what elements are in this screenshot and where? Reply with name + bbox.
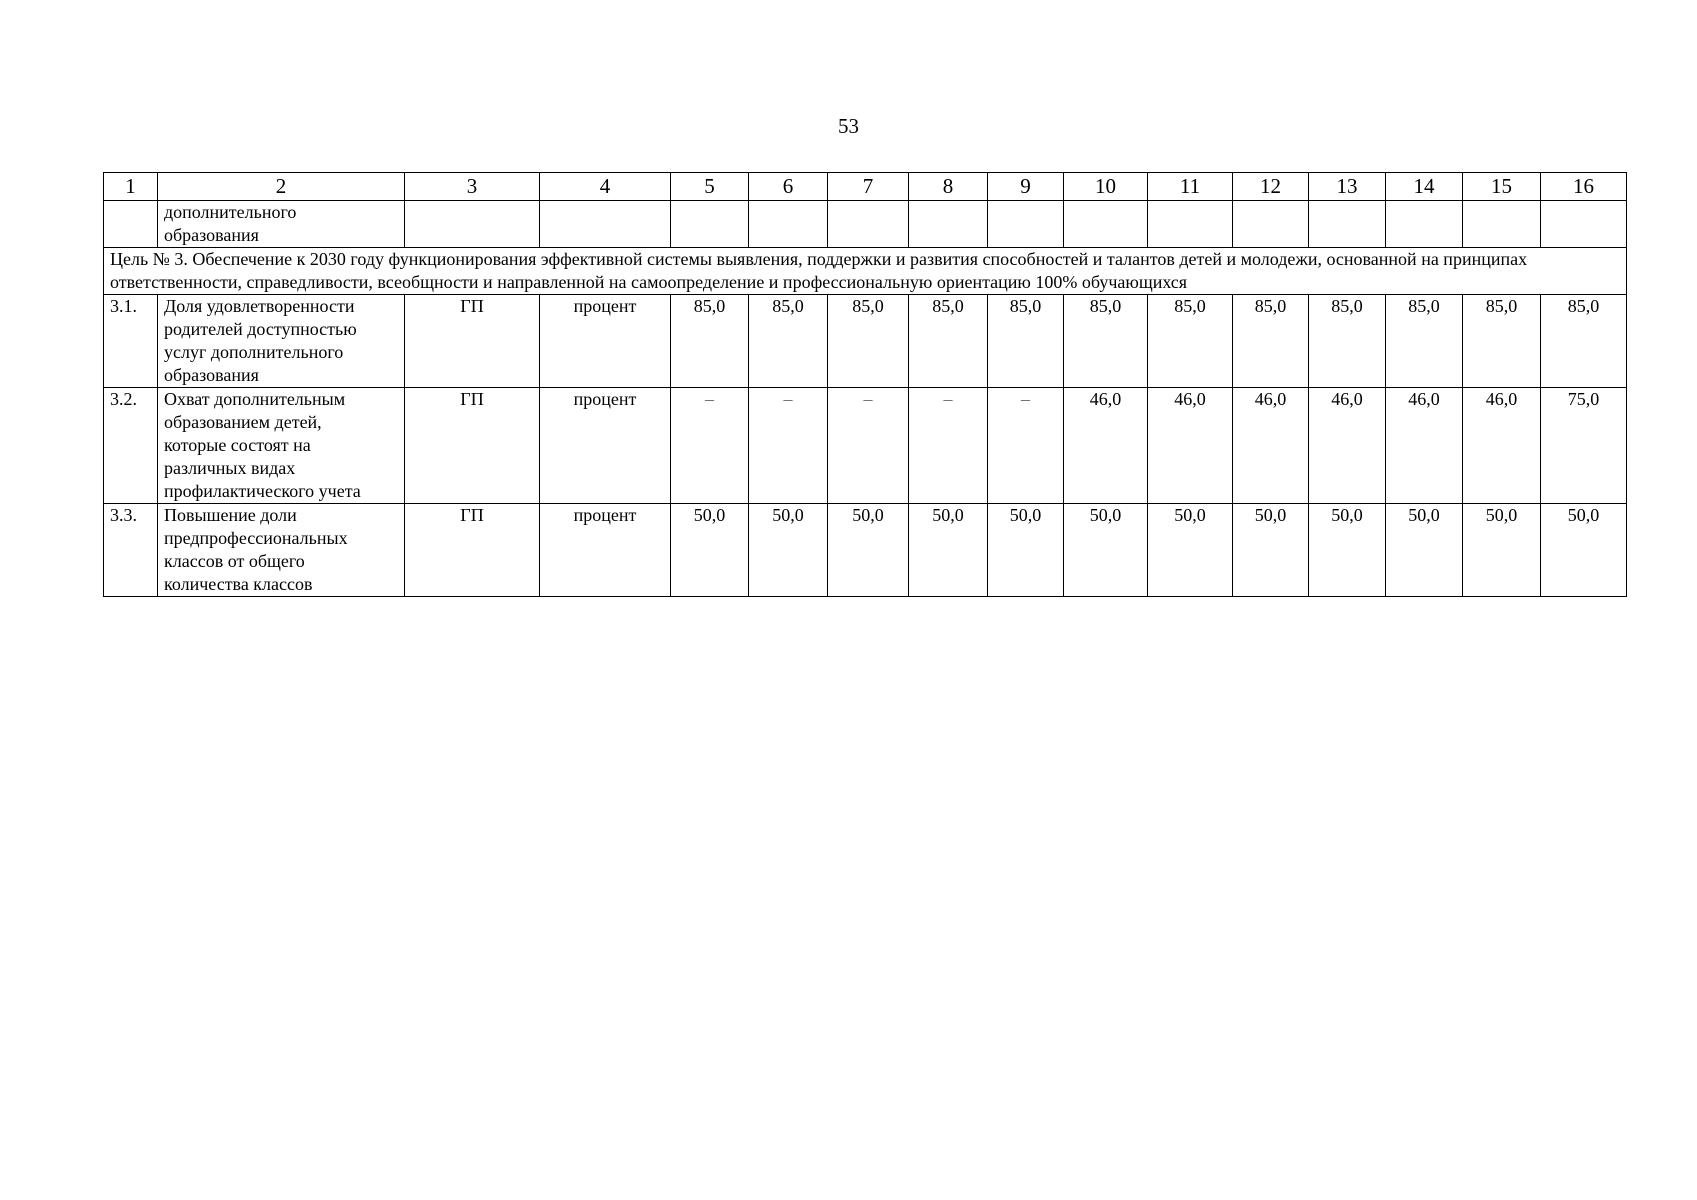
- table-cell: [1386, 201, 1463, 248]
- value-cell: –: [828, 388, 909, 504]
- value-cell: 46,0: [1309, 388, 1386, 504]
- indicators-table: [103, 172, 1627, 597]
- table-cell: [1463, 201, 1541, 248]
- value-cell: 50,0: [1541, 504, 1627, 597]
- name-line: количества классов: [164, 574, 313, 594]
- indicator-name-cell: [158, 201, 405, 248]
- value-cell: 50,0: [1386, 504, 1463, 597]
- value-cell: 50,0: [749, 504, 828, 597]
- name-line: предпрофессиональных: [164, 528, 348, 548]
- value-cell: 50,0: [1463, 504, 1541, 597]
- table-cell: [1064, 201, 1148, 248]
- value-cell: –: [988, 388, 1064, 504]
- goal-text: Цель № 3. Обеспечение к 2030 году функционирования эффективной системы выявления, поддержки и развития способностей и талантов детей и молодежи, основанной на принципах ответственности, справедливости, всеобщности и направленной на самоопределение и профессиональную ориентацию 100% обучающихся: [104, 248, 1627, 295]
- column-number: 9: [988, 173, 1064, 201]
- indicator-source: ГП: [405, 504, 540, 597]
- name-line: Доля удовлетворенности: [164, 296, 355, 316]
- table-cell: [1233, 201, 1309, 248]
- name-line: родителей доступностью: [164, 319, 357, 339]
- value-cell: 46,0: [1386, 388, 1463, 504]
- table-cell: [909, 201, 988, 248]
- table-row: [104, 388, 1627, 504]
- value-cell: 85,0: [1233, 295, 1309, 388]
- value-cell: 85,0: [749, 295, 828, 388]
- name-line: Охват дополнительным: [164, 389, 346, 409]
- column-number: 16: [1541, 173, 1627, 201]
- value-cell: 50,0: [828, 504, 909, 597]
- value-cell: 75,0: [1541, 388, 1627, 504]
- column-number: 12: [1233, 173, 1309, 201]
- value-cell: 50,0: [1309, 504, 1386, 597]
- column-number: 11: [1148, 173, 1233, 201]
- name-line: различных видах: [164, 458, 296, 478]
- name-line: образованием детей,: [164, 412, 322, 432]
- indicator-source: ГП: [405, 388, 540, 504]
- value-cell: 85,0: [909, 295, 988, 388]
- table-cell: [749, 201, 828, 248]
- value-cell: –: [909, 388, 988, 504]
- indicator-unit: процент: [540, 295, 671, 388]
- value-cell: 85,0: [1309, 295, 1386, 388]
- value-cell: 85,0: [671, 295, 749, 388]
- value-cell: 85,0: [988, 295, 1064, 388]
- column-number-row: [104, 173, 1627, 201]
- continuation-row: [104, 201, 1627, 248]
- table-row: [104, 504, 1627, 597]
- name-line: профилактического учета: [164, 481, 361, 501]
- table-cell: [540, 201, 671, 248]
- column-number: 5: [671, 173, 749, 201]
- column-number: 2: [158, 173, 405, 201]
- indicator-name-cell: [158, 504, 405, 597]
- name-line: услуг дополнительного: [164, 342, 344, 362]
- value-cell: –: [671, 388, 749, 504]
- value-cell: 50,0: [671, 504, 749, 597]
- table-cell: [828, 201, 909, 248]
- name-line: классов от общего: [164, 551, 305, 571]
- indicator-unit: процент: [540, 504, 671, 597]
- column-number: 3: [405, 173, 540, 201]
- column-number: 7: [828, 173, 909, 201]
- page-number: 53: [838, 114, 859, 138]
- value-cell: 85,0: [828, 295, 909, 388]
- value-cell: 46,0: [1064, 388, 1148, 504]
- value-cell: 50,0: [988, 504, 1064, 597]
- indicator-code: 3.1.: [104, 295, 158, 388]
- column-number: 10: [1064, 173, 1148, 201]
- column-number: 15: [1463, 173, 1541, 201]
- goal-row: [104, 248, 1627, 295]
- indicator-code: 3.2.: [104, 388, 158, 504]
- column-number: 6: [749, 173, 828, 201]
- value-cell: 46,0: [1148, 388, 1233, 504]
- value-cell: 46,0: [1463, 388, 1541, 504]
- column-number: 13: [1309, 173, 1386, 201]
- table-cell: [405, 201, 540, 248]
- column-number: 1: [104, 173, 158, 201]
- column-number: 8: [909, 173, 988, 201]
- value-cell: 85,0: [1386, 295, 1463, 388]
- indicator-unit: процент: [540, 388, 671, 504]
- indicator-source: ГП: [405, 295, 540, 388]
- value-cell: 85,0: [1463, 295, 1541, 388]
- table-cell: [988, 201, 1064, 248]
- table-cell: [671, 201, 749, 248]
- column-number: 4: [540, 173, 671, 201]
- table-cell: [1148, 201, 1233, 248]
- name-line: образования: [164, 365, 259, 385]
- table-cell: [104, 201, 158, 248]
- value-cell: 50,0: [1064, 504, 1148, 597]
- value-cell: 50,0: [1148, 504, 1233, 597]
- name-line: Повышение доли: [164, 505, 297, 525]
- value-cell: 50,0: [909, 504, 988, 597]
- value-cell: 46,0: [1233, 388, 1309, 504]
- table-cell: [1541, 201, 1627, 248]
- value-cell: 85,0: [1541, 295, 1627, 388]
- value-cell: 85,0: [1064, 295, 1148, 388]
- indicator-name-cell: [158, 295, 405, 388]
- indicator-code: 3.3.: [104, 504, 158, 597]
- name-line: дополнительного: [164, 202, 297, 222]
- value-cell: –: [749, 388, 828, 504]
- indicator-name-cell: [158, 388, 405, 504]
- name-line: которые состоят на: [164, 435, 311, 455]
- column-number: 14: [1386, 173, 1463, 201]
- value-cell: 85,0: [1148, 295, 1233, 388]
- name-line: образования: [164, 225, 259, 245]
- value-cell: 50,0: [1233, 504, 1309, 597]
- table-cell: [1309, 201, 1386, 248]
- table-row: [104, 295, 1627, 388]
